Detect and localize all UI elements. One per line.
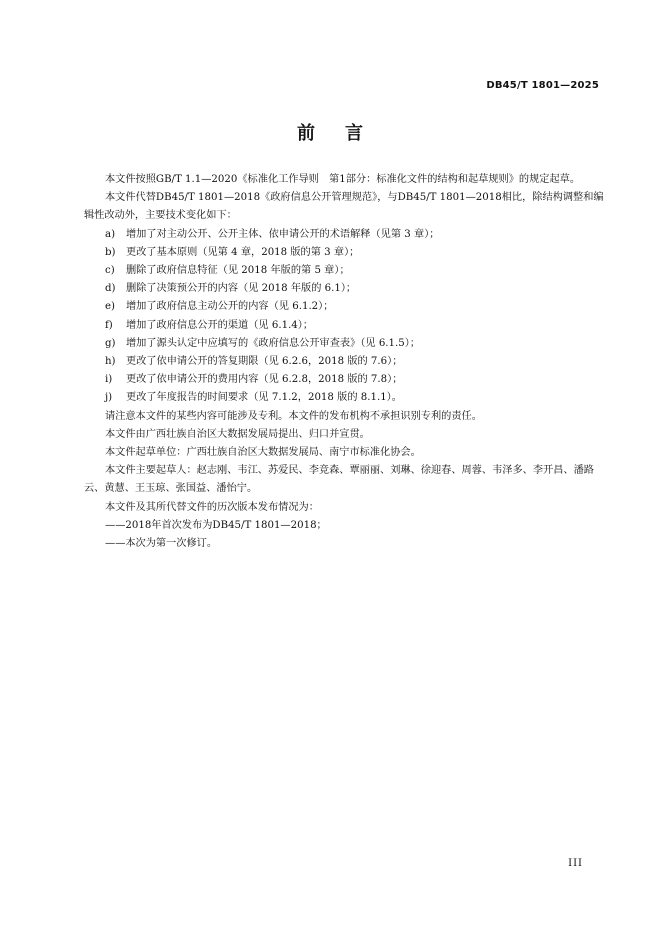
- change-item: [84, 389, 608, 407]
- list-item-text: 更改了依申请公开的答复期限（见 6.2.6，2018 版的 7.6）；: [126, 356, 403, 368]
- page-title: 前言: [297, 123, 393, 144]
- list-item-text: 更改了依申请公开的费用内容（见 6.2.8，2018 版的 7.8）；: [126, 374, 403, 386]
- list-item-text: 更改了年度报告的时间要求（见 7.1.2，2018 版的 8.1.1）。: [126, 392, 402, 404]
- change-item: [84, 353, 608, 371]
- change-item: [84, 280, 608, 298]
- change-list: [84, 226, 608, 408]
- foreword-body: [84, 171, 608, 553]
- change-item: [84, 244, 608, 262]
- paragraph-drafting-units: 本文件起草单位：广西壮族自治区大数据发展局、南宁市标准化协会。: [105, 447, 421, 459]
- list-marker: e): [105, 301, 116, 313]
- paragraph-replacement: 本文件代替DB45/T 1801—2018《政府信息公开管理规范》，与DB45/T 1801—2018相比，除结构调整和编辑性改动外，主要技术变化如下：: [84, 192, 604, 222]
- list-item-text: 增加了对主动公开、公开主体、依申请公开的术语解释（见第 3 章）；: [126, 228, 440, 240]
- paragraph-proposer: 本文件由广西壮族自治区大数据发展局提出、归口并宣贯。: [105, 428, 370, 440]
- list-marker: h): [105, 356, 116, 368]
- list-item-text: 删除了决策预公开的内容（见 2018 年版的 6.1）；: [126, 283, 357, 295]
- list-marker: b): [105, 246, 116, 258]
- paragraph-drafting-basis: 本文件按照GB/T 1.1—2020《标准化工作导则 第1部分：标准化文件的结构和起草规则》的规定起草。: [105, 174, 581, 185]
- paragraph-drafters: 本文件主要起草人：赵志刚、韦江、苏爱民、李竞森、覃丽丽、刘琳、徐迎春、周蓉、韦泽多、李开昌、潘路云、黄慧、王玉琼、张国益、潘怡宁。: [84, 465, 594, 495]
- list-marker: i): [105, 374, 113, 386]
- history-list: [84, 517, 608, 553]
- list-item-text: 增加了源头认定中应填写的《政府信息公开审查表》（见 6.1.5）；: [126, 337, 421, 349]
- history-item: ——2018年首次发布为DB45/T 1801—2018；: [105, 519, 327, 531]
- paragraph-history-intro: 本文件及其所代替文件的历次版本发布情况为：: [105, 501, 319, 513]
- list-marker: j): [105, 392, 113, 404]
- list-item-text: 更改了基本原则（见第 4 章，2018 版的第 3 章）；: [126, 246, 360, 258]
- change-item: [84, 262, 608, 280]
- page-number: III: [568, 858, 583, 869]
- change-item: [84, 371, 608, 389]
- list-marker: g): [105, 337, 116, 349]
- change-item: [84, 298, 608, 316]
- paragraph-patent-notice: 请注意本文件的某些内容可能涉及专利。本文件的发布机构不承担识别专利的责任。: [105, 410, 482, 422]
- history-item: ——本次为第一次修订。: [105, 538, 218, 550]
- list-marker: d): [105, 283, 116, 295]
- list-marker: f): [105, 319, 113, 331]
- change-item: [84, 335, 608, 353]
- list-marker: a): [105, 228, 116, 240]
- list-item-text: 删除了政府信息特征（见 2018 年版的第 5 章）；: [126, 265, 350, 277]
- change-item: [84, 317, 608, 335]
- list-item-text: 增加了政府信息主动公开的内容（见 6.1.2）；: [126, 301, 334, 313]
- change-item: [84, 226, 608, 244]
- document-code: DB45/T 1801—2025: [486, 80, 599, 91]
- list-marker: c): [105, 265, 115, 277]
- list-item-text: 增加了政府信息公开的渠道（见 6.1.4）；: [126, 319, 314, 331]
